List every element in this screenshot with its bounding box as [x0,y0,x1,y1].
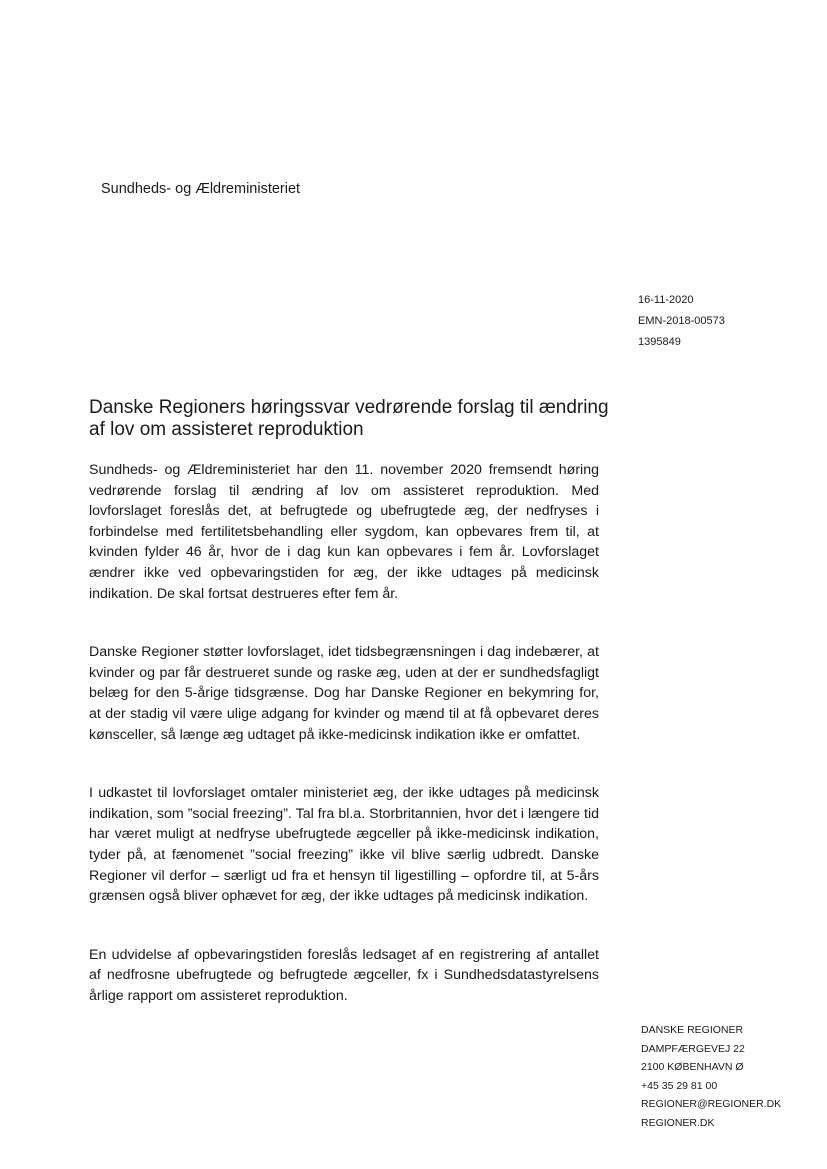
paragraph: I udkastet til lovforslaget omtaler ministeriet æg, der ikke udtages på medicinsk indikation, som ”social freezing”. Tal fra bl.a. Storbritannien, hvor det i længere tid har været muligt at nedfryse ubefrugtede ægceller på ikke-medicinsk indikation, tyder på, at fænomenet ”social freezing” ikke vil blive særlig udbredt. Danske Regioner vil derfor – særligt ud fra et hensyn til ligestilling – opfordre til, at 5-års grænsen også bliver ophævet for æg, der ikke udtages på medicinsk indikation. [89,785,599,905]
sender-city: 2100 KØBENHAVN Ø [641,1061,744,1073]
sender-website: REGIONER.DK [641,1116,715,1129]
paragraph: Sundheds- og Ældreministeriet har den 11. november 2020 fremsendt høring vedrørende forslag til ændring af lov om assisteret reproduktion. Med lovforslaget foreslås det, at befrugtede og ubefrugtede æg, der nedfryses i forbindelse med fertilitetsbehandling eller sygdom, kan opbevares frem til, at kvinden fylder 46 år, hvor de i dag kun kan opbevares i fem år. Lovforslaget ændrer ikke ved opbevaringstiden for æg, der ikke udtages på medicinsk indikation. De skal fortsat destrueres efter fem år. [89,462,599,602]
case-number: EMN-2018-00573 [638,315,725,327]
document-title: Danske Regioners høringssvar vedrørende forslag til ændring af lov om assisteret reproduktion [89,397,609,440]
document-number: 1395849 [638,336,681,348]
sender-street: DAMPFÆRGEVEJ 22 [641,1042,745,1055]
document-body [89,460,599,1044]
paragraph: En udvidelse af opbevaringstiden foreslås ledsaget af en registrering af antallet af nedfrosne ubefrugtede og befrugtede ægceller, fx i Sundhedsdatastyrelsens årlige rapport om assisteret reproduktion. [89,946,599,1004]
sender-email: REGIONER@REGIONER.DK [641,1098,782,1110]
document-meta [638,290,725,353]
sender-phone: +45 35 29 81 00 [641,1079,718,1092]
document-date: 16-11-2020 [638,294,694,306]
sender-organization: DANSKE REGIONER [641,1024,744,1036]
paragraph: Danske Regioner støtter lovforslaget, idet tidsbegrænsningen i dag indebærer, at kvinder og par får destrueret sunde og raske æg, uden at der er sundhedsfagligt belæg for den 5-årige tidsgrænse. Dog har Danske Regioner en bekymring for, at der stadig vil være ulige adgang for kvinder og mænd til at få opbevaret deres kønsceller, så længe æg udtaget på ikke-medicinsk indikation ikke er omfattet. [89,644,599,743]
sender-address [641,1021,781,1132]
recipient: Sundheds- og Ældreministeriet [101,181,301,197]
